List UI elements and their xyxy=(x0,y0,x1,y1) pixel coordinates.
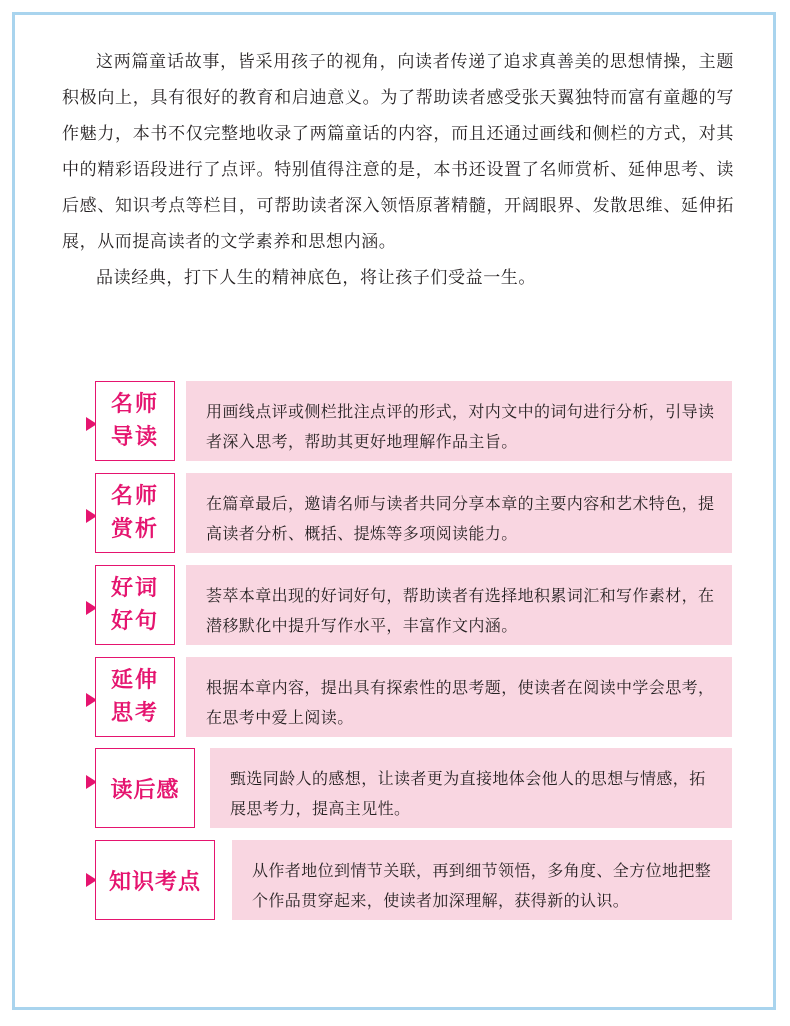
feature-label: 读后感 xyxy=(95,748,195,828)
intro-text xyxy=(62,44,734,296)
feature-label-line2: 导读 xyxy=(110,425,159,450)
feature-label xyxy=(95,381,175,461)
feature-label-line2: 赏析 xyxy=(110,517,159,542)
feature-label-line1: 延伸 xyxy=(110,668,159,693)
feature-label-line1: 好词 xyxy=(110,576,159,601)
feature-description: 甄选同龄人的感想，让读者更为直接地体会他人的思想与情感，拓展思考力，提高主见性。 xyxy=(210,748,732,828)
feature-label xyxy=(95,473,175,553)
feature-label-line1: 名师 xyxy=(110,484,159,509)
feature-label-line1: 名师 xyxy=(110,392,159,417)
intro-paragraph-2: 品读经典，打下人生的精神底色，将让孩子们受益一生。 xyxy=(96,268,536,288)
feature-description: 荟萃本章出现的好词好句，帮助读者有选择地积累词汇和写作素材，在潜移默化中提升写作水平，丰富作文内涵。 xyxy=(186,565,732,645)
feature-label xyxy=(95,565,175,645)
feature-description: 从作者地位到情节关联，再到细节领悟，多角度、全方位地把整个作品贯穿起来，使读者加深理解，获得新的认识。 xyxy=(232,840,732,920)
intro-paragraph-1: 这两篇童话故事，皆采用孩子的视角，向读者传递了追求真善美的思想情操，主题积极向上，具有很好的教育和启迪意义。为了帮助读者感受张天翼独特而富有童趣的写作魅力，本书不仅完整地收录了两篇童话的内容，而且还通过画线和侧栏的方式，对其中的精彩语段进行了点评。特别值得注意的是，本书还设置了名师赏析、延伸思考、读后感、知识考点等栏目，可帮助读者深入领悟原著精髓，开阔眼界、发散思维、延伸拓展，从而提高读者的文学素养和思想内涵。 xyxy=(62,52,734,252)
feature-label: 知识考点 xyxy=(95,840,215,920)
feature-description: 用画线点评或侧栏批注点评的形式，对内文中的词句进行分析，引导读者深入思考，帮助其更好地理解作品主旨。 xyxy=(186,381,732,461)
feature-description: 根据本章内容，提出具有探索性的思考题，使读者在阅读中学会思考，在思考中爱上阅读。 xyxy=(186,657,732,737)
feature-label xyxy=(95,657,175,737)
feature-description: 在篇章最后，邀请名师与读者共同分享本章的主要内容和艺术特色，提高读者分析、概括、提炼等多项阅读能力。 xyxy=(186,473,732,553)
feature-label-line2: 好句 xyxy=(110,609,159,634)
feature-label-line2: 思考 xyxy=(110,701,159,726)
